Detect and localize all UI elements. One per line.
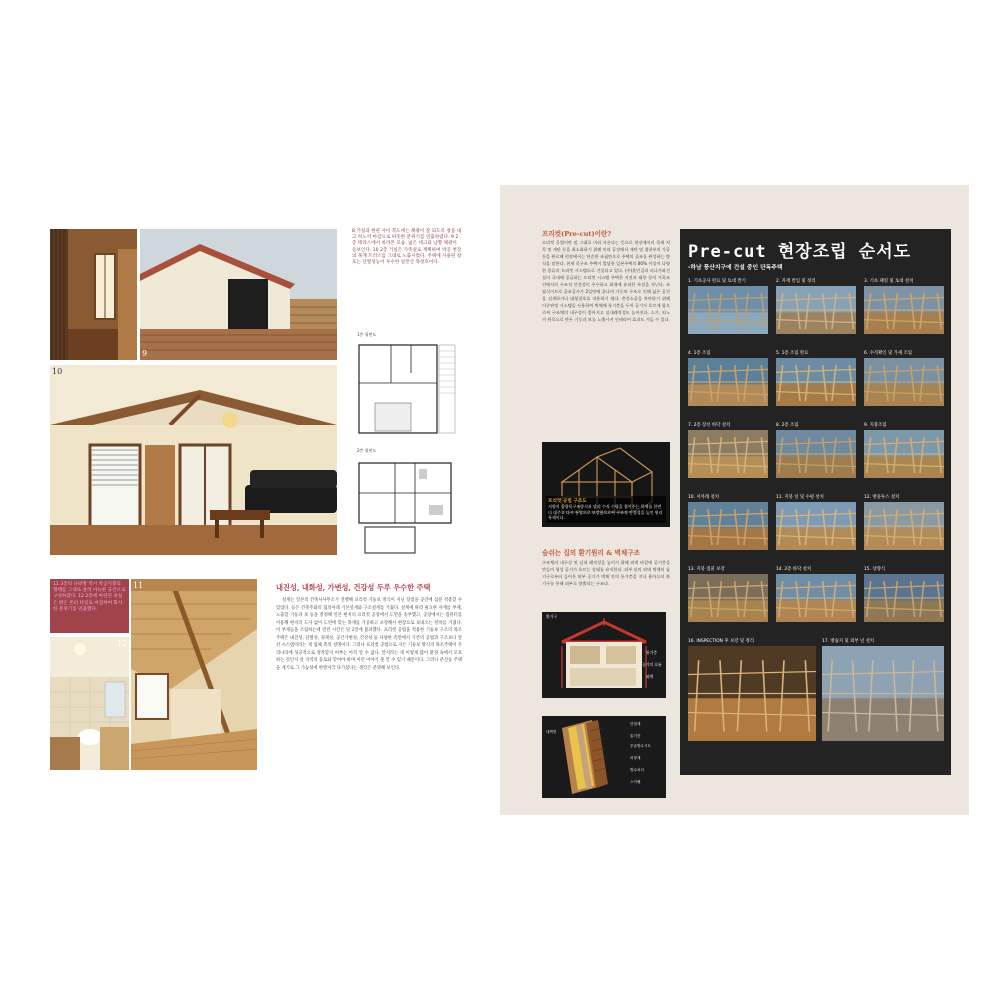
step-photo xyxy=(688,646,816,741)
step-label: 6. 수직확인 및 가새 조립 xyxy=(864,351,912,356)
construction-step xyxy=(688,349,768,406)
panel-subtitle: -하남 풍산지구에 건설 중인 단독주택 xyxy=(688,265,783,271)
photo-attic xyxy=(131,579,257,770)
plan-title: 2층 평면도 xyxy=(357,448,377,453)
step-photo xyxy=(822,646,944,741)
step-label: 2. 자재 반입 및 정리 xyxy=(776,279,816,284)
construction-step xyxy=(688,277,768,334)
step-label: 12. 방풍투스 설치 xyxy=(864,495,900,500)
step-label: 8. 2층 조립 xyxy=(776,423,799,428)
step-photo xyxy=(776,574,856,622)
floor-plan-1f xyxy=(355,333,459,441)
right-page xyxy=(500,185,969,815)
construction-step xyxy=(864,493,944,550)
photo-number: 10 xyxy=(52,367,63,376)
diag3-label: 단열재 xyxy=(630,722,641,726)
frame-diagram-caption-text: 서양의 경량목구조방식과 달리 수직 수평을 접이주는 목재를 한번 더 대주고 다시 통업으로 보강함으로써 구조적 안정성을 높인 원리 특색이다. xyxy=(548,504,663,521)
construction-step xyxy=(688,421,768,478)
step-label: 14. 2층 바닥 설치 xyxy=(776,567,812,572)
step-label: 16. INSPECTION 후 보강 및 정리 xyxy=(688,639,754,644)
diag3-label: 통기층 xyxy=(630,734,641,738)
step-photo xyxy=(688,358,768,406)
photo-number: 12 xyxy=(116,639,127,648)
step-label: 11. 지붕 널 및 수평 설치 xyxy=(776,495,824,500)
diag3-label: 외장재 xyxy=(630,756,641,760)
photo-number: 11 xyxy=(133,581,144,590)
step-label: 17. 방습지 및 외부 널 설치 xyxy=(822,639,875,644)
construction-step xyxy=(864,277,944,334)
step-photo xyxy=(776,358,856,406)
step-label: 13. 지붕 접물 보강 xyxy=(688,567,725,572)
step-label: 4. 1층 조립 xyxy=(688,351,711,356)
construction-step xyxy=(864,349,944,406)
ventilation-description: 구조체의 내구성 및 실내 쾌적성을 높이기 위해 외벽 바깥에 공기층을 만들어 형성 공기가 흐르는 상태를 유지한다. 외부 뒤의 외벽 벽체의 틈기구로부터 들어온 외부 공기가 벽체 안의 통기층을 지나 용마루의 환기구를 통해 외부로 방출되는 구조다. xyxy=(542,560,670,586)
construction-step xyxy=(688,493,768,550)
construction-step xyxy=(864,421,944,478)
step-label: 10. 서까래 설치 xyxy=(688,495,719,500)
left-page xyxy=(0,185,500,815)
floor-plan-2f xyxy=(355,449,459,557)
step-photo xyxy=(864,286,944,334)
step-photo xyxy=(776,430,856,478)
step-photo xyxy=(864,502,944,550)
step-photo xyxy=(688,502,768,550)
construction-step xyxy=(864,565,944,622)
diag3-label: 투습방수시트 xyxy=(630,744,651,748)
photo-bathroom xyxy=(50,637,129,770)
step-photo xyxy=(776,286,856,334)
step-photo xyxy=(864,358,944,406)
diag2-label: 환기구 xyxy=(546,614,558,619)
wall-section-diagram xyxy=(542,716,666,798)
body-text: 설계는 일본의 건축사사무소가 진행해 프리컷 기둥보 방식이 지닌 장점을 공간에 십분 적용할 수 있었다. 등은 건축주와의 협의아래 기본설계와 구조설계를 거쳤다. 설계에 따라 필요한 자재를 부재, 노출할 기둥과 보 등을 결정해 일본 현지의 프리컷 공장에서 도면을 송부했고, 공장에서는 컴퓨터를 이용해 현지의 도자 없이 도면에 맞는 목재를 가공하고 포장해서 현장으로 보내오는 절차를 거쳤다. 이 부재들을 조립하는데 걸린 시간은 단 2일에 불과했다. 프리컷 공법을 적용한 기둥보 구조의 목조주택은 내진성, 단열성, 경제성, 공간가변성, 건강성 등 다양한 측면에서 기존의 공법과 구조보다 앞선 시스템이라는 게 업체 측의 설명이다. 그러나 프리컷 공법으로 지은 기둥보 방식의 목조주택이 우리나라에 성공적으로 정착할지 여부는 아직 알 수 없다. 앞서라는 게 이렇게 많이 환경 속에서 모호하는 것인지 살 지역의 풍토와 맞아야 하며 이런 이야기 못 알 수 있기 때문이다. 그러나 분산동 주택을 계기로 그 가능성에 한발자국 다가섰다는 생각은 분명해 보인다. xyxy=(276,598,462,671)
construction-step xyxy=(776,349,856,406)
construction-step xyxy=(776,277,856,334)
step-label: 5. 1층 조립 완료 xyxy=(776,351,809,356)
step-photo xyxy=(688,430,768,478)
step-photo xyxy=(688,574,768,622)
caption-photos-11-12: 11 3층의 다락방 역시 박공지붕의 형태를 그대로 살려 아늑한 공간으로 구성하였다. 12 2층에 마련된 욕실은 밝은 톤의 타일로 마감하여 화사한 분위기를 연출했다. xyxy=(50,579,129,633)
photo-terrace xyxy=(140,229,337,360)
construction-step xyxy=(688,565,768,622)
caption-photos-8-10: 8 거실과 현관 사이 복도에는 채광이 잘 되도록 창을 내고 히노끼 마감으로 따뜻한 분위기를 연출하였다. 9 2층 테라스에서 바라본 모습. 넓은 데크와 남향 채광이 돋보인다. 10 2층 거실은 가족실로 계획하여 박공 천장의 목재 트러스를 그대로 노출시켰다. 주택에 사용된 창호는 단열성능이 우수한 일본산 목창호이다. xyxy=(352,229,462,266)
construction-step xyxy=(688,637,816,741)
precut-description: 프리컷 공법이란 말 그대로 미리 자른다는 뜻으로 현장에서의 목재 치목 및 재단 등을 최소화하기 위해 미리 공장에서 재단 및 접착부의 가공 등을 완료해 현장에서는 단순한 조립만으로 주택의 골조를 완성하는 방식을 말한다. 현재 목구조 주택이 발달한 일본주택의 80% 이상이 다양한 종류의 프리컷 시스템으로 건설되고 있다. (주)훈민걸과 티나가와건설의 국내에 공급하는 프리컷 시스템 주택은 지진과 태풍 등의 가혹조건에서의 구조적 안전성이 우수하고 화재에 유리한 특징을 지닌다. 조립식이므로 골조공사가 2일만에 끝나며 기둥보 구조로 인해 넓은 공간을 설계하거나 대형창호를 적용하기 쉽다. 층간소음을 차단하기 위해 이중판정 시스템을 사용하여 벽체에 통기층을 두어 공기가 흐르게 함으로써 구조체의 내구성이 좋아지고 실내쾌적성도 높아진다. 스기, 히노끼 원목으로 만든 기둥과 보를 노출시켜 인테리어 효과도 거둘 수 있다. xyxy=(542,240,670,322)
construction-step xyxy=(776,421,856,478)
step-label: 15. 상량식 xyxy=(864,567,886,572)
section-title: 내진성, 내화성, 가변성, 건강성 두루 우수한 주택 xyxy=(276,583,431,592)
plan-title: 1층 평면도 xyxy=(357,332,377,337)
diag2-label: 외벽 xyxy=(646,674,654,679)
step-photo xyxy=(864,430,944,478)
step-label: 7. 2층 장선 바닥 설치 xyxy=(688,423,731,428)
photo-number: 9 xyxy=(142,349,148,358)
frame-diagram-caption xyxy=(546,496,666,523)
photo-hallway xyxy=(50,229,137,360)
step-photo xyxy=(688,286,768,334)
step-photo xyxy=(864,574,944,622)
step-label: 1. 기초공사 완료 및 토대 깔기 xyxy=(688,279,746,284)
precut-frame-diagram xyxy=(542,442,670,527)
frame-diagram-caption-title: 프리컷 공법 구조도 xyxy=(548,498,587,504)
step-label: 3. 기초 패킹 및 토대 설치 xyxy=(864,279,914,284)
diag3-label: 내벽면 xyxy=(546,730,557,734)
step-label: 9. 지붕조립 xyxy=(864,423,887,428)
panel-title: Pre-cut 현장조립 순서도 xyxy=(688,242,912,262)
construction-step xyxy=(776,493,856,550)
photo-living-room xyxy=(50,365,337,555)
diag3-label: 스카펠 xyxy=(630,780,641,784)
diag3-label: 방수처리 xyxy=(630,768,644,772)
diag2-label: 통기층 xyxy=(646,650,658,655)
step-photo xyxy=(776,502,856,550)
precut-title: 프리컷(Pre-cut)이란? xyxy=(542,230,612,238)
construction-step xyxy=(822,637,944,741)
construction-step xyxy=(776,565,856,622)
ventilation-title: 숨쉬는 집의 환기원리 & 벽체구조 xyxy=(542,549,640,557)
diag2-label: 공기의 흐름 xyxy=(642,662,662,667)
ventilation-diagram xyxy=(542,612,666,698)
assembly-sequence-panel xyxy=(680,229,951,775)
